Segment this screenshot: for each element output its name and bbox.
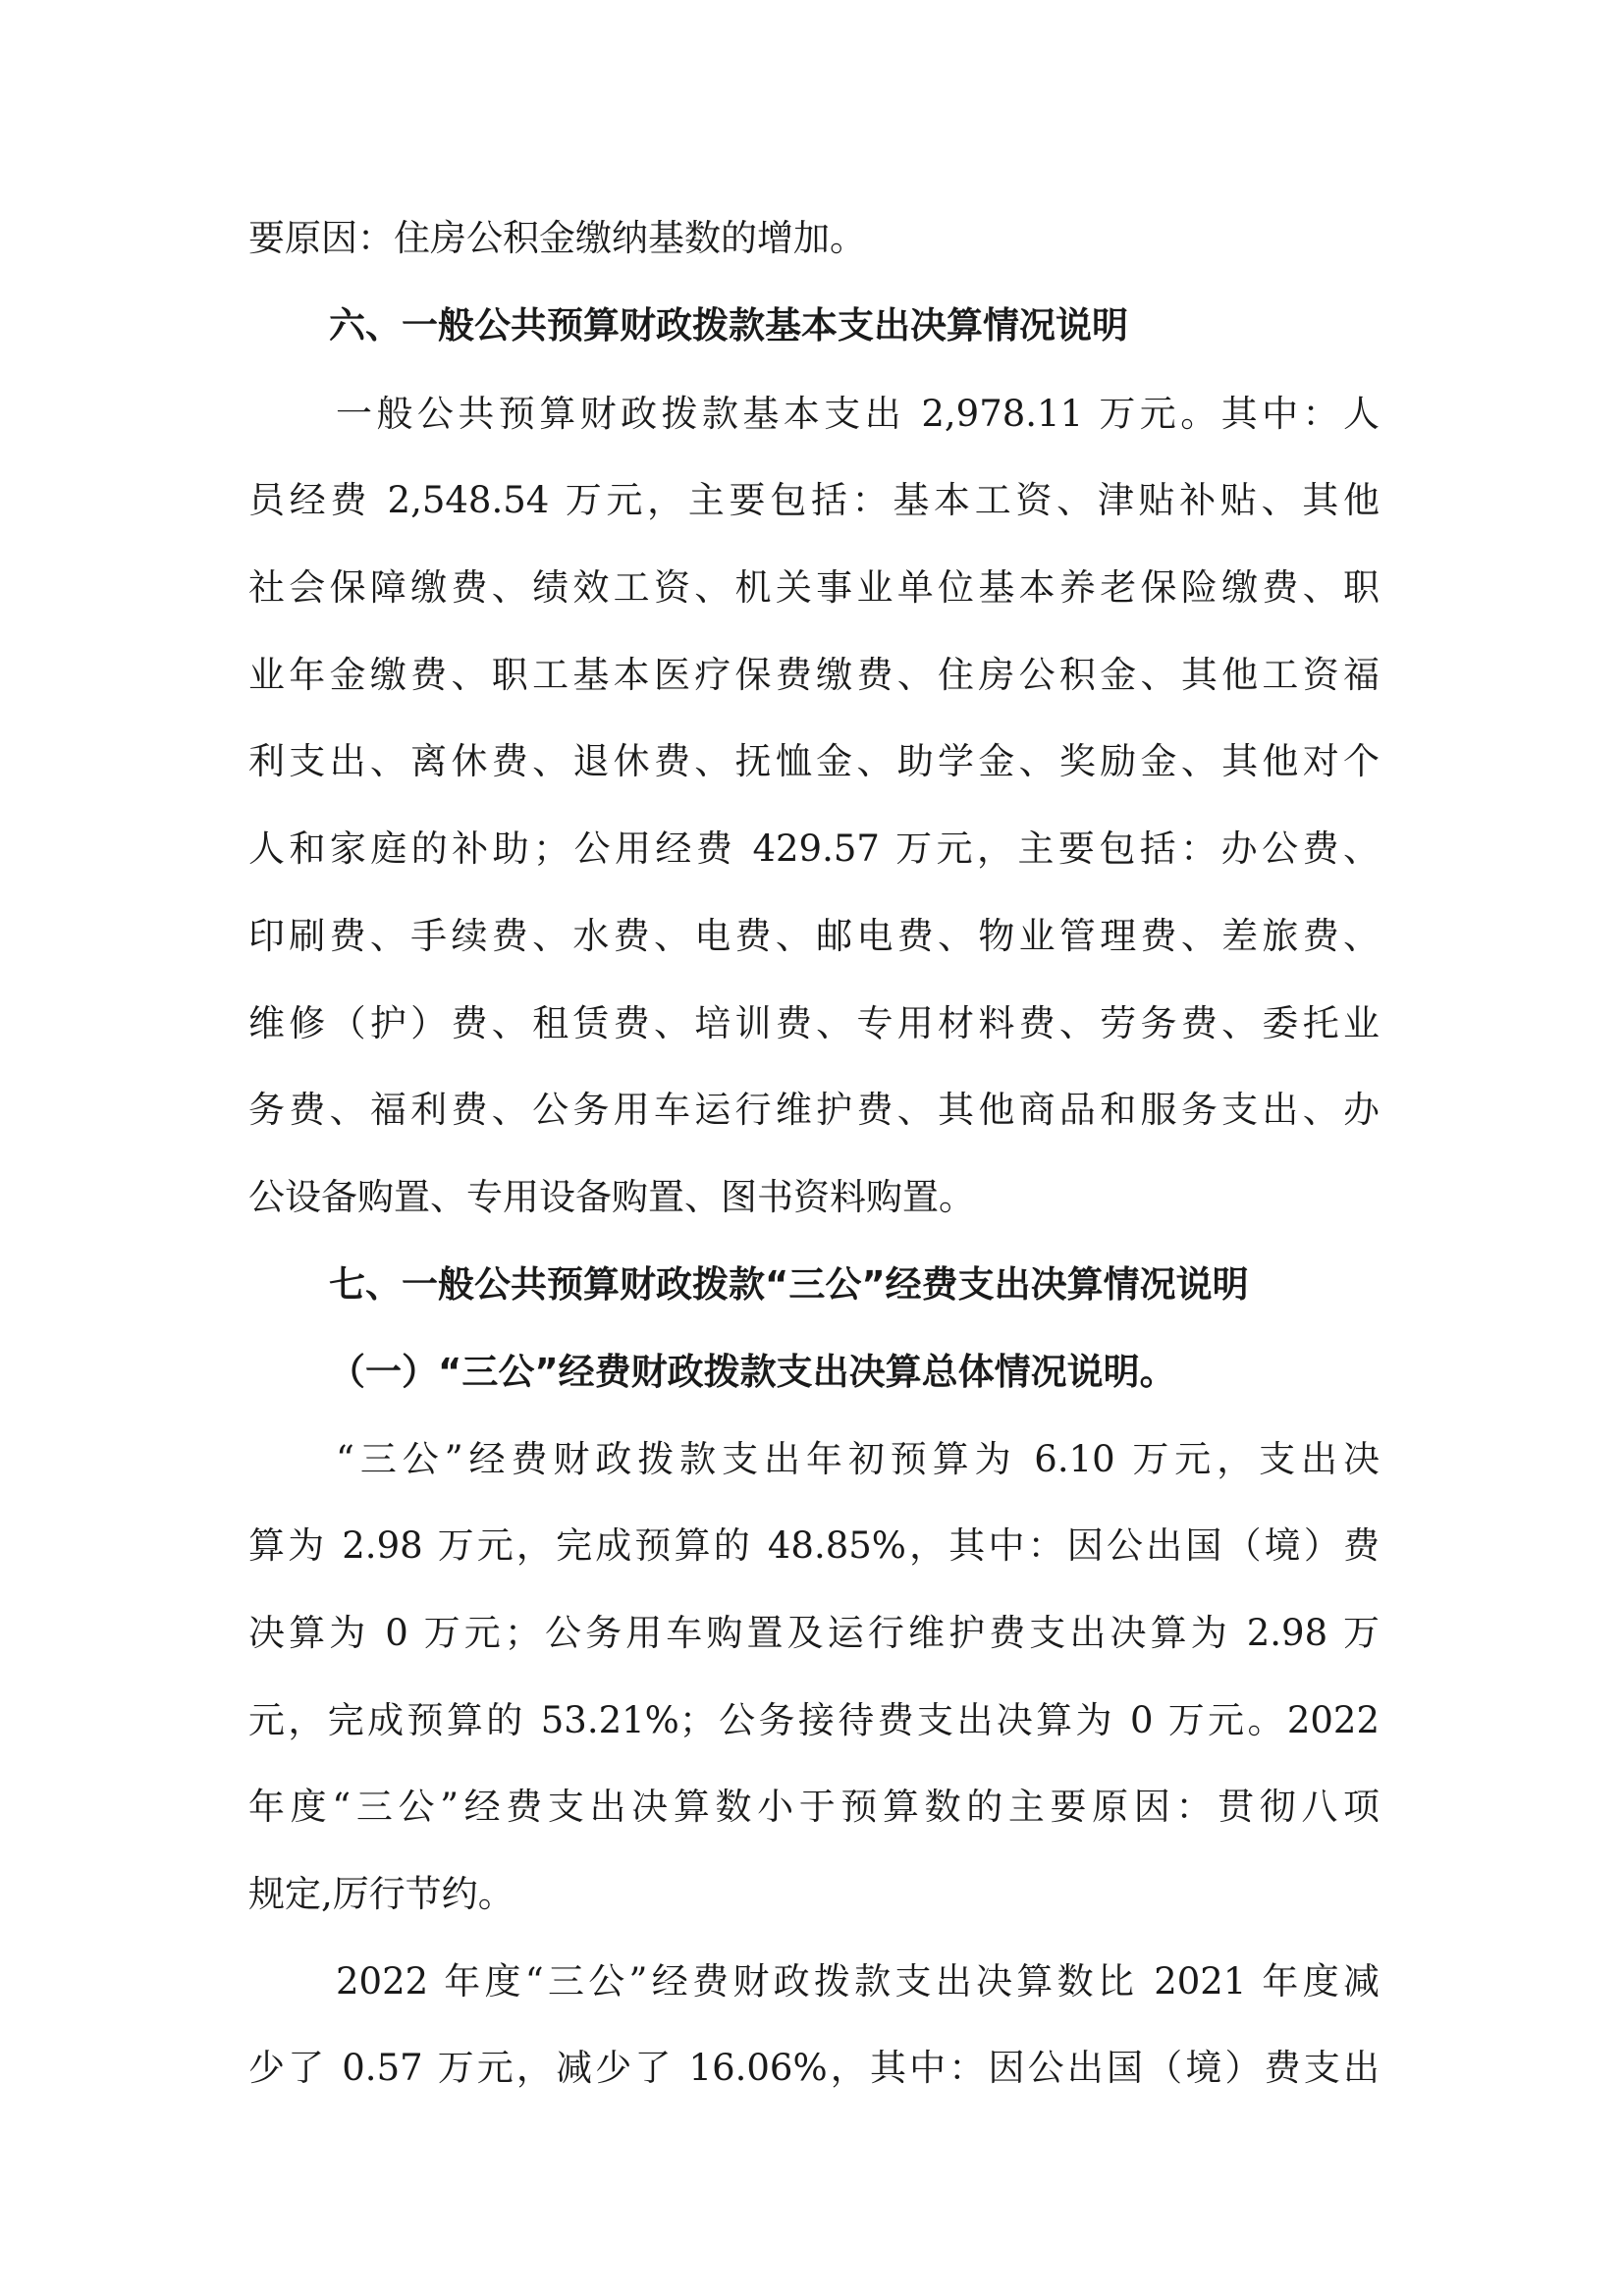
paragraph-line: 元，完成预算的 53.21%；公务接待费支出决算为 0 万元。2022 — [248, 1699, 1380, 1741]
paragraph-line: 印刷费、手续费、水费、电费、邮电费、物业管理费、差旅费、 — [248, 915, 1380, 957]
paragraph-line: 规定,厉行节约。 — [248, 1873, 514, 1915]
subsection-heading: （一）“三公”经费财政拨款支出决算总体情况说明。 — [329, 1351, 1176, 1393]
paragraph-line: 社会保障缴费、绩效工资、机关事业单位基本养老保险缴费、职 — [248, 566, 1380, 609]
paragraph-line: 决算为 0 万元；公务用车购置及运行维护费支出决算为 2.98 万 — [248, 1612, 1380, 1654]
paragraph-line: 利支出、离休费、退休费、抚恤金、助学金、奖励金、其他对个 — [248, 740, 1380, 782]
paragraph-line: 维修（护）费、租赁费、培训费、专用材料费、劳务费、委托业 — [248, 1002, 1380, 1044]
paragraph-line: 要原因：住房公积金缴纳基数的增加。 — [248, 217, 866, 259]
paragraph-line: 算为 2.98 万元，完成预算的 48.85%，其中：因公出国（境）费 — [248, 1524, 1380, 1567]
paragraph-line: 一般公共预算财政拨款基本支出 2,978.11 万元。其中：人 — [336, 393, 1380, 435]
section-heading: 七、一般公共预算财政拨款“三公”经费支出决算情况说明 — [329, 1263, 1249, 1306]
paragraph-line: 2022 年度“三公”经费财政拨款支出决算数比 2021 年度减 — [336, 1960, 1380, 2002]
paragraph-line: 公设备购置、专用设备购置、图书资料购置。 — [248, 1176, 975, 1218]
section-heading: 六、一般公共预算财政拨款基本支出决算情况说明 — [329, 304, 1128, 347]
paragraph-line: “三公”经费财政拨款支出年初预算为 6.10 万元，支出决 — [336, 1438, 1380, 1480]
paragraph-line: 务费、福利费、公务用车运行维护费、其他商品和服务支出、办 — [248, 1089, 1380, 1131]
paragraph-line: 业年金缴费、职工基本医疗保费缴费、住房公积金、其他工资福 — [248, 654, 1380, 696]
paragraph-line: 员经费 2,548.54 万元，主要包括：基本工资、津贴补贴、其他 — [248, 479, 1380, 521]
paragraph-line: 少了 0.57 万元，减少了 16.06%，其中：因公出国（境）费支出 — [248, 2047, 1380, 2089]
paragraph-line: 人和家庭的补助；公用经费 429.57 万元，主要包括：办公费、 — [248, 828, 1380, 870]
paragraph-line: 年度“三公”经费支出决算数小于预算数的主要原因：贯彻八项 — [248, 1786, 1380, 1828]
